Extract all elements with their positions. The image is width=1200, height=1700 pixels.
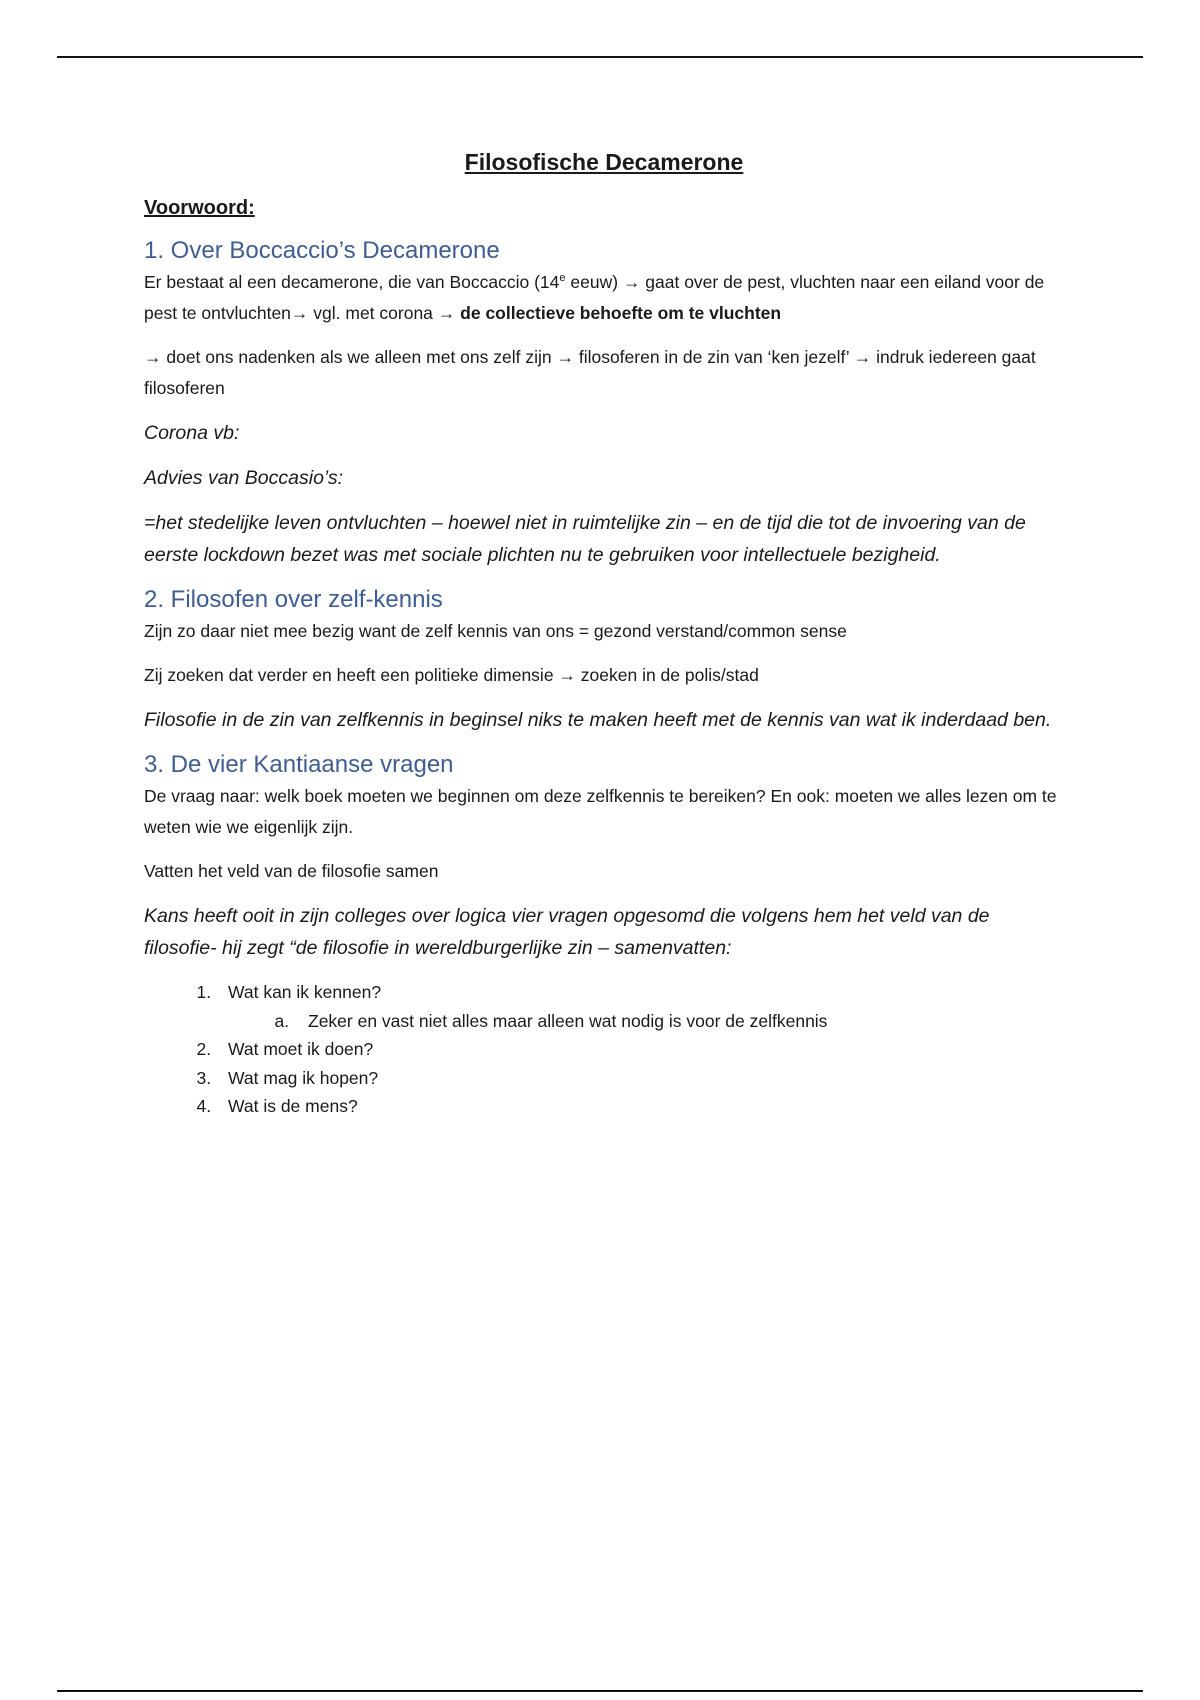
kantian-questions-list	[144, 978, 1064, 1121]
arrow-icon: →	[290, 303, 309, 323]
section-1-paragraph-1: Er bestaat al een decamerone, die van Boccaccio (14e eeuw) → gaat over de pest, vluchten naar een eiland voor de pest te ontvluchten→ vgl. met corona → de collectieve behoefte om te vluchten	[144, 272, 1045, 323]
section-3-paragraph-1: De vraag naar: welk boek moeten we beginnen om deze zelfkennis te bereiken? En ook: moeten we alles lezen om te weten wie we eigenlijk zijn.	[144, 786, 1057, 837]
section-2-paragraph-1: Zijn zo daar niet mee bezig want de zelf kennis van ons = gezond verstand/common sense	[144, 621, 847, 641]
section-2-heading: 2. Filosofen over zelf-kennis	[144, 586, 443, 613]
header-rule	[57, 56, 1143, 58]
arrow-icon: →	[558, 665, 576, 685]
arrow-icon: →	[622, 272, 641, 292]
list-item: 1. Wat kan ik kennen? a. Zeker en vast niet alles maar alleen wat nodig is voor de zelfkennis	[216, 978, 1064, 1035]
arrow-icon: →	[556, 347, 574, 367]
arrow-icon: →	[144, 347, 162, 367]
list-item: 3. Wat mag ik hopen?	[216, 1064, 1064, 1093]
page-content	[144, 145, 1064, 1121]
section-3-paragraph-2: Vatten het veld van de filosofie samen	[144, 861, 439, 881]
list-item: 2. Wat moet ik doen?	[216, 1035, 1064, 1064]
section-3-quote: Kans heeft ooit in zijn colleges over logica vier vragen opgesomd die volgens hem het veld van de filosofie- hij zegt “de filosofie in wereldburgerlijke zin – samenvatten:	[144, 905, 990, 959]
sub-list	[228, 1007, 1064, 1036]
document-title: Filosofische Decamerone	[464, 149, 744, 175]
footer-rule	[57, 1690, 1143, 1692]
section-1-quote: =het stedelijke leven ontvluchten – hoewel niet in ruimtelijke zin – en de tijd die tot de invoering van de eerste lockdown bezet was met sociale plichten nu te gebruiken voor intellectuele bezigheid.	[144, 512, 1026, 566]
advice-label: Advies van Boccasio’s:	[144, 467, 344, 489]
foreword-label: Voorwoord:	[144, 197, 255, 219]
section-1-paragraph-2: → doet ons nadenken als we alleen met ons zelf zijn → filosoferen in de zin van ‘ken jezelf’ → indruk iedereen gaat filosoferen	[144, 347, 1036, 398]
section-3-heading: 3. De vier Kantiaanse vragen	[144, 751, 454, 778]
arrow-icon: →	[437, 303, 456, 323]
section-2-paragraph-2: Zij zoeken dat verder en heeft een politieke dimensie → zoeken in de polis/stad	[144, 665, 759, 685]
section-1-heading: 1. Over Boccaccio’s Decamerone	[144, 237, 500, 264]
bold-phrase: de collectieve behoefte om te vluchten	[460, 303, 782, 323]
corona-example-label: Corona vb:	[144, 422, 240, 444]
section-2-quote: Filosofie in de zin van zelfkennis in beginsel niks te maken heeft met de kennis van wat ik inderdaad ben.	[144, 709, 1052, 731]
list-item: a. Zeker en vast niet alles maar alleen wat nodig is voor de zelfkennis	[294, 1007, 1064, 1036]
list-item: 4. Wat is de mens?	[216, 1092, 1064, 1121]
arrow-icon: →	[853, 347, 872, 367]
